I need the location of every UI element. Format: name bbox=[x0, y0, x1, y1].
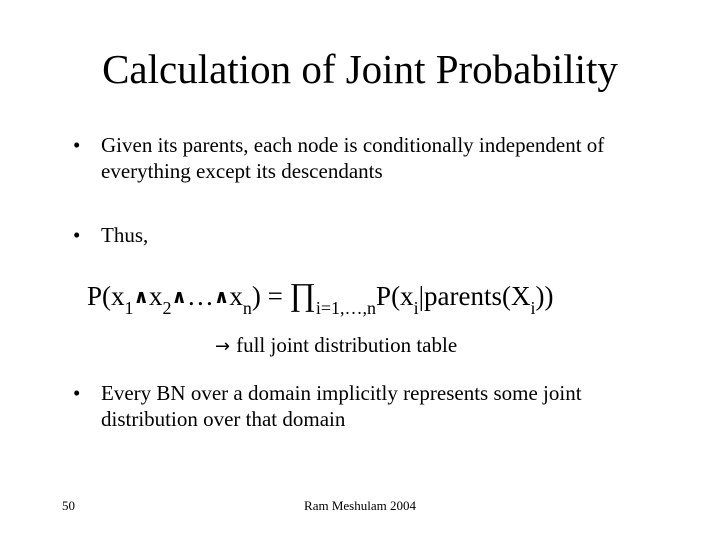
and-symbol: ∧ bbox=[213, 286, 230, 308]
slide-title: Calculation of Joint Probability bbox=[102, 46, 618, 92]
formula-subscript: i=1,…,n bbox=[315, 298, 377, 318]
formula-part: … bbox=[186, 281, 214, 311]
and-symbol: ∧ bbox=[133, 286, 149, 308]
formula-subscript: i bbox=[530, 298, 536, 318]
bullet-dot: • bbox=[73, 381, 81, 405]
bullet-dot: • bbox=[73, 223, 81, 247]
formula-part: )) bbox=[535, 281, 554, 311]
arrow-right-icon: → bbox=[215, 336, 231, 357]
arrow-note-text: full joint distribution table bbox=[236, 333, 458, 357]
arrow-note bbox=[215, 332, 457, 360]
formula-subscript: 1 bbox=[124, 298, 134, 318]
bullet-text: Thus, bbox=[101, 223, 149, 247]
formula-subscript: 2 bbox=[162, 298, 172, 318]
and-symbol: ∧ bbox=[171, 286, 187, 308]
formula-part: ) = bbox=[251, 281, 290, 311]
product-symbol: ∏ bbox=[289, 276, 316, 312]
formula-part: P(x bbox=[87, 281, 125, 311]
formula-part: x bbox=[229, 281, 243, 311]
page-number: 50 bbox=[62, 498, 75, 513]
bullet-text: Every BN over a domain implicitly represents some joint distribution over that domain bbox=[101, 381, 582, 431]
formula-part: |parents(X bbox=[418, 281, 531, 311]
formula-part: P(x bbox=[376, 281, 414, 311]
formula-subscript: i bbox=[413, 298, 419, 318]
formula-part: x bbox=[148, 281, 163, 311]
joint-probability-formula bbox=[87, 276, 553, 317]
bullet-dot: • bbox=[73, 133, 81, 157]
footer-author: Ram Meshulam 2004 bbox=[304, 498, 416, 513]
bullet-text: Given its parents, each node is conditionally independent of everything except its descendants bbox=[101, 133, 605, 183]
formula-subscript: n bbox=[242, 298, 252, 318]
